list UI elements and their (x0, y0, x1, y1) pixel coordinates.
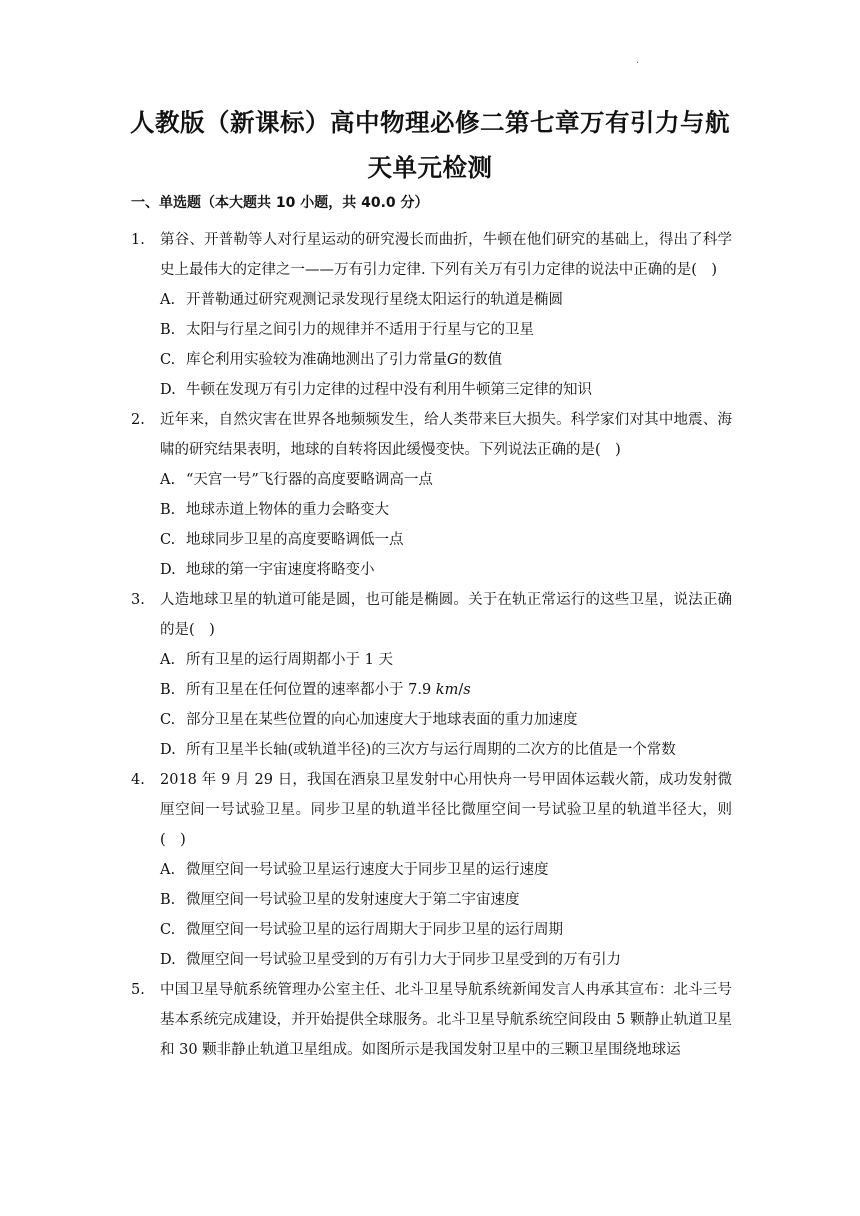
question-list (0, 225, 860, 1065)
question-stem: 中国卫星导航系统管理办公室主任、北斗卫星导航系统新闻发言人冉承其宣布：北斗三号基本系统完成建设，并开始提供全球服务。北斗卫星导航系统空间段由 5 颗静止轨道卫星和 30 颗非静止轨道卫星组成。如图所示是我国发射卫星中的三颗卫星围绕地球运 (160, 982, 732, 1058)
option-label: C. (160, 712, 176, 728)
option-label: D. (160, 382, 176, 398)
option-text: 地球的第一宇宙速度将略变小 (186, 562, 375, 578)
option-label: D. (160, 952, 176, 968)
question-number: 3. (131, 592, 145, 608)
question-5 (0, 975, 860, 1065)
option-b (160, 885, 732, 915)
option-text: 所有卫星的运行周期都小于 1 天 (186, 652, 393, 668)
option-d (160, 735, 732, 765)
option-b (160, 315, 732, 345)
option-c (160, 345, 732, 375)
option-d (160, 375, 732, 405)
option-c (160, 705, 732, 735)
option-text: 地球同步卫星的高度要略调低一点 (186, 532, 404, 548)
option-a (160, 465, 732, 495)
question-number: 4. (131, 772, 145, 788)
option-text: “天宫一号”飞行器的高度要略调高一点 (186, 472, 433, 488)
question-number: 2. (131, 412, 145, 428)
page-dot: · (636, 58, 640, 69)
question-4 (0, 765, 860, 975)
option-a (160, 645, 732, 675)
option-label: A. (160, 472, 176, 488)
option-text: 太阳与行星之间引力的规律并不适用于行星与它的卫星 (186, 322, 534, 338)
option-label: A. (160, 652, 176, 668)
section-heading: 一、单选题（本大题共 10 小题，共 40.0 分） (131, 195, 429, 211)
option-b (160, 495, 732, 525)
option-text: 部分卫星在某些位置的向心加速度大于地球表面的重力加速度 (186, 712, 578, 728)
option-d (160, 945, 732, 975)
option-text: 牛顿在发现万有引力定律的过程中没有利用牛顿第三定律的知识 (186, 382, 592, 398)
option-a (160, 285, 732, 315)
option-text: 所有卫星在任何位置的速率都小于 7.9 𝑘𝑚/𝑠 (186, 682, 471, 698)
option-label: B. (160, 682, 176, 698)
option-text: 地球赤道上物体的重力会略变大 (186, 502, 389, 518)
option-text: 微厘空间一号试验卫星运行速度大于同步卫星的运行速度 (186, 862, 549, 878)
option-text: 库仑利用实验较为准确地测出了引力常量𝐺的数值 (186, 352, 503, 368)
option-text: 所有卫星半长轴(或轨道半径)的三次方与运行周期的二次方的比值是一个常数 (186, 742, 676, 758)
option-label: A. (160, 292, 176, 308)
question-2 (0, 405, 860, 585)
option-d (160, 555, 732, 585)
option-label: C. (160, 922, 176, 938)
option-c (160, 525, 732, 555)
question-1 (0, 225, 860, 405)
option-text: 微厘空间一号试验卫星受到的万有引力大于同步卫星受到的万有引力 (186, 952, 621, 968)
option-label: B. (160, 502, 176, 518)
option-label: D. (160, 562, 176, 578)
option-label: D. (160, 742, 176, 758)
document-title: 人教版（新课标）高中物理必修二第七章万有引力与航天单元检测 (130, 108, 730, 182)
question-stem: 人造地球卫星的轨道可能是圆，也可能是椭圆。关于在轨正常运行的这些卫星，说法正确的是( ) (160, 592, 732, 638)
question-number: 1. (131, 232, 145, 248)
question-stem: 近年来，自然灾害在世界各地频频发生，给人类带来巨大损失。科学家们对其中地震、海啸的研究结果表明，地球的自转将因此缓慢变快。下列说法正确的是( ) (160, 412, 732, 458)
option-a (160, 855, 732, 885)
option-label: A. (160, 862, 176, 878)
option-c (160, 915, 732, 945)
option-b (160, 675, 732, 705)
option-text: 开普勒通过研究观测记录发现行星绕太阳运行的轨道是椭圆 (186, 292, 563, 308)
question-number: 5. (131, 982, 145, 998)
option-text: 微厘空间一号试验卫星的发射速度大于第二宇宙速度 (186, 892, 520, 908)
option-text: 微厘空间一号试验卫星的运行周期大于同步卫星的运行周期 (186, 922, 563, 938)
option-label: B. (160, 322, 176, 338)
option-label: C. (160, 352, 176, 368)
option-label: B. (160, 892, 176, 908)
question-stem: 第谷、开普勒等人对行星运动的研究漫长而曲折，牛顿在他们研究的基础上，得出了科学史上最伟大的定律之一——万有引力定律. 下列有关万有引力定律的说法中正确的是( ) (160, 232, 732, 278)
question-stem: 2018 年 9 月 29 日，我国在酒泉卫星发射中心用快舟一号甲固体运载火箭，成功发射微厘空间一号试验卫星。同步卫星的轨道半径比微厘空间一号试验卫星的轨道半径大，则( ) (160, 772, 732, 848)
option-label: C. (160, 532, 176, 548)
question-3 (0, 585, 860, 765)
